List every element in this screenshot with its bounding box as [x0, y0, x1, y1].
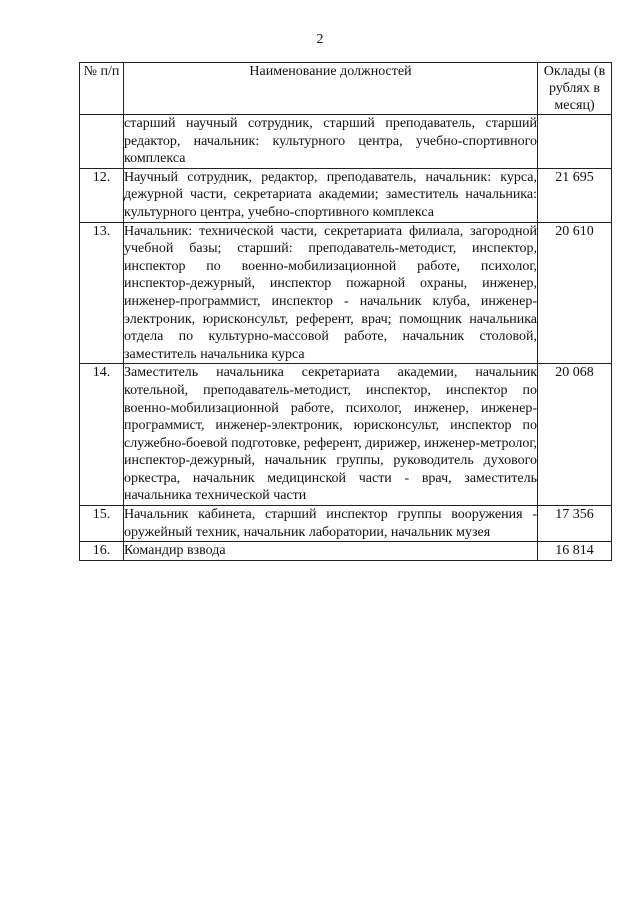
table-row	[80, 364, 612, 506]
row-number: 13.	[80, 222, 124, 364]
page-number: 2	[316, 32, 324, 47]
row-salary: 20 068	[538, 364, 612, 506]
row-number: 12.	[80, 168, 124, 222]
row-positions: Командир взвода	[124, 542, 538, 561]
header-salary: Оклады (в рублях в месяц)	[538, 63, 612, 115]
header-number: № п/п	[80, 63, 124, 115]
row-salary: 20 610	[538, 222, 612, 364]
table-row	[80, 542, 612, 561]
row-positions: Научный сотрудник, редактор, преподаватель, начальник: курса, дежурной части, секретариата академии; заместитель начальника: культурного центра, учебно-спортивного комплекса	[124, 168, 538, 222]
row-positions: Начальник: технической части, секретариата филиала, загородной учебной базы; старший: преподаватель-методист, инспектор, инспектор по военно-мобилизационной работе, психолог, инспектор-дежурный, инспектор пожарной охраны, инженер, инженер-программист, инспектор - начальник клуба, инженер-электроник, юрисконсульт, референт, врач; помощник начальника отдела по культурно-массовой работе, начальник столовой, заместитель начальника курса	[124, 222, 538, 364]
row-positions: Заместитель начальника секретариата академии, начальник котельной, преподаватель-методист, инспектор, инспектор по военно-мобилизационной работе, психолог, инженер, инженер-программист, инженер-электроник, юрисконсульт, инспектор по служебно-боевой подготовке, референт, дирижер, инженер-метролог, инспектор-дежурный, начальник группы, руководитель духового оркестра, начальник медицинской части - врач, заместитель начальника технической части	[124, 364, 538, 506]
table-row	[80, 115, 612, 169]
table-row	[80, 168, 612, 222]
row-number: 15.	[80, 506, 124, 542]
row-positions: Начальник кабинета, старший инспектор группы вооружения - оружейный техник, начальник лаборатории, начальник музея	[124, 506, 538, 542]
row-salary	[538, 115, 612, 169]
row-salary: 17 356	[538, 506, 612, 542]
row-salary: 21 695	[538, 168, 612, 222]
row-number: 14.	[80, 364, 124, 506]
row-positions: старший научный сотрудник, старший преподаватель, старший редактор, начальник: культурного центра, учебно-спортивного комплекса	[124, 115, 538, 169]
row-number: 16.	[80, 542, 124, 561]
row-salary: 16 814	[538, 542, 612, 561]
row-number	[80, 115, 124, 169]
salary-table	[79, 62, 612, 561]
table-row	[80, 506, 612, 542]
table-row	[80, 222, 612, 364]
header-position-name: Наименование должностей	[124, 63, 538, 115]
table-header-row	[80, 63, 612, 115]
